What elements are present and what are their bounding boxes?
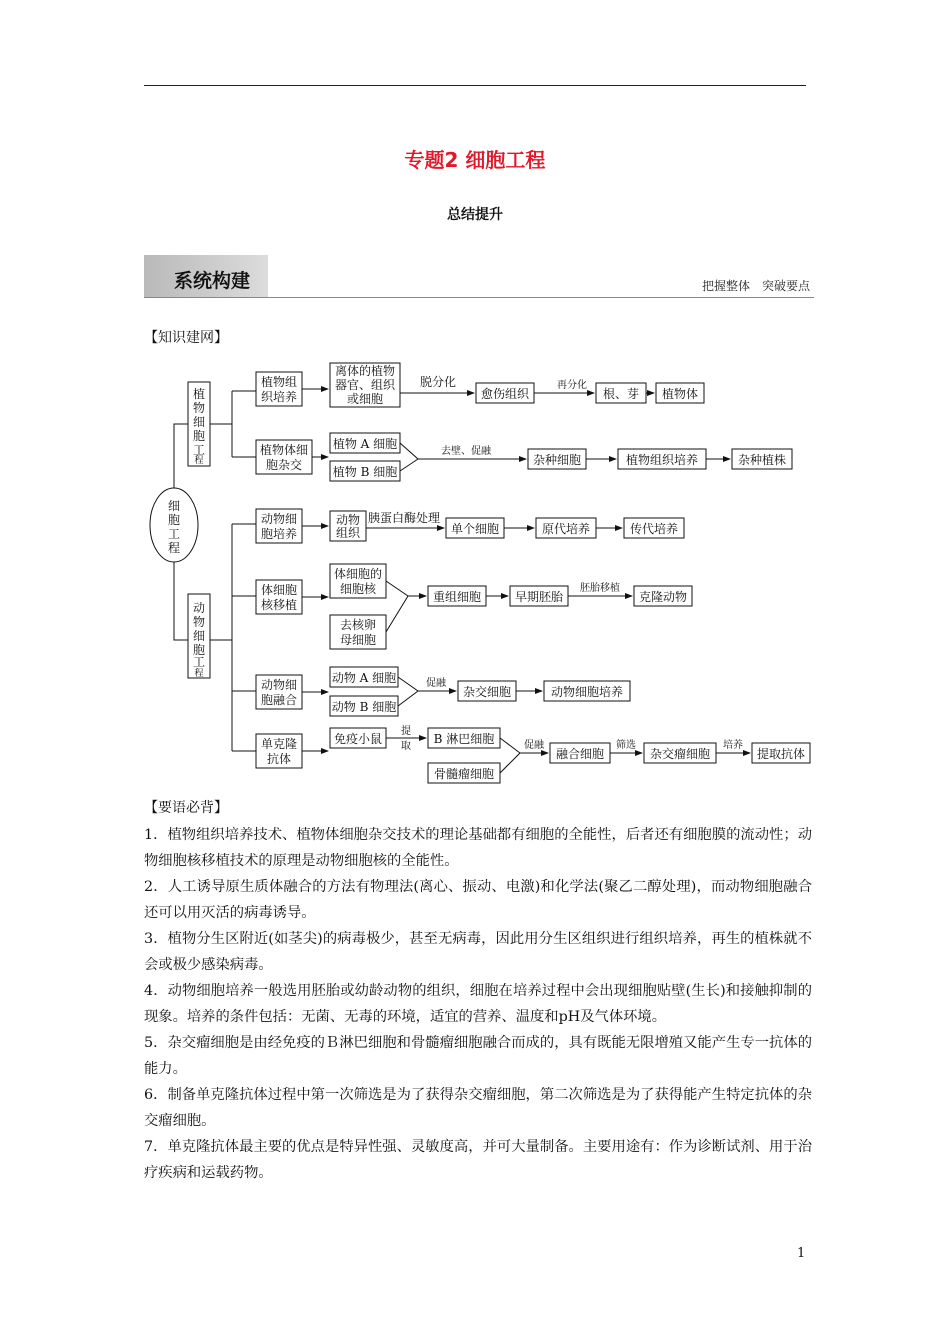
row1-head-b: 织培养 xyxy=(260,390,298,404)
row3-step1: 胰蛋白酶处理 xyxy=(367,511,441,525)
row2-head-b: 胞杂交 xyxy=(265,458,303,472)
row3-node3: 传代培养 xyxy=(629,522,679,536)
key-point-item: 2．人工诱导原生质体融合的方法有物理法(离心、振动、电激)和化学法(聚乙二醇处理)，而动物细胞融合还可以用灭活的病毒诱导。 xyxy=(144,879,812,921)
root-label-1: 细 xyxy=(167,499,181,513)
row5-in1: 动物 A 细胞 xyxy=(331,671,397,685)
row3-start-b: 组织 xyxy=(335,526,361,540)
row2-in1: 植物 A 细胞 xyxy=(332,437,398,451)
row6-in2: 骨髓瘤细胞 xyxy=(433,767,495,781)
row6-step1-b: 取 xyxy=(401,741,411,752)
row4-head-a: 体细胞 xyxy=(260,583,298,597)
row2-head-a: 植物体细 xyxy=(259,443,309,457)
knowledge-network-diagram xyxy=(144,360,816,781)
plant-branch-char: 工 xyxy=(192,443,206,457)
page-subtitle: 总结提升 xyxy=(447,207,503,223)
row1-step2: 再分化 xyxy=(557,380,587,391)
row2-node1: 杂种细胞 xyxy=(532,453,582,467)
key-point-item: 1．植物组织培养技术、植物体细胞杂交技术的理论基础都有细胞的全能性，后者还有细胞膜的流动性；动物细胞核移植技术的原理是动物细胞核的全能性。 xyxy=(144,827,812,869)
row5-head-b: 胞融合 xyxy=(260,693,298,707)
key-point-item: 5．杂交瘤细胞是由经免疫的Ｂ淋巴细胞和骨髓瘤细胞融合而成的，具有既能无限增殖又能产生专一抗体的能力。 xyxy=(144,1035,812,1077)
row6-node3: 杂交瘤细胞 xyxy=(649,747,711,761)
key-points-list xyxy=(144,822,812,1186)
knowledge-network-label: 【知识建网】 xyxy=(144,330,228,346)
row6-step4: 培养 xyxy=(723,740,743,751)
root-label-2: 胞 xyxy=(167,513,181,527)
row4-node2: 早期胚胎 xyxy=(514,590,564,604)
row3-node2: 原代培养 xyxy=(541,522,591,536)
row6-step1-a: 提 xyxy=(401,726,411,737)
connector-root-animal xyxy=(174,562,188,640)
key-point-item: 4．动物细胞培养一般选用胚胎或幼龄动物的组织，细胞在培养过程中会出现细胞贴壁(生长)和接触抑制的现象。培养的条件包括：无菌、无毒的环境，适宜的营养、温度和pH及气体环境。 xyxy=(144,983,812,1025)
key-points-label: 【要语必背】 xyxy=(144,800,228,816)
animal-branch-char: 物 xyxy=(192,615,206,629)
section-header-bar xyxy=(144,255,814,299)
row5-step1: 促融 xyxy=(426,678,446,689)
row2-node3: 杂种植株 xyxy=(737,453,787,467)
section-heading: 系统构建 xyxy=(174,270,251,292)
row6-node2: 融合细胞 xyxy=(555,747,605,761)
key-point-item: 3．植物分生区附近(如茎尖)的病毒极少，甚至无病毒，因此用分生区组织进行组织培养，再生的植株就不会或极少感染病毒。 xyxy=(144,931,812,973)
row6-start: 免疫小鼠 xyxy=(333,732,383,746)
animal-branch-char: 胞 xyxy=(192,643,206,657)
plant-branch-char: 胞 xyxy=(192,429,206,443)
row1-start-c: 或细胞 xyxy=(346,392,384,406)
row4-in2-b: 母细胞 xyxy=(339,633,377,647)
plant-branch-char: 物 xyxy=(192,401,206,415)
row5-node1: 杂交细胞 xyxy=(462,685,512,699)
row1-node3: 植物体 xyxy=(661,387,699,401)
row1-node2: 根、芽 xyxy=(602,387,640,401)
row4-in2-a: 去核卵 xyxy=(339,618,377,632)
animal-branch-char: 工 xyxy=(192,655,206,669)
plant-branch-char: 程 xyxy=(194,456,204,466)
page-title: 专题2 细胞工程 xyxy=(404,148,546,172)
section-divider xyxy=(144,297,814,298)
header-rule xyxy=(144,85,806,86)
animal-branch-char: 动 xyxy=(192,601,206,615)
row3-start-a: 动物 xyxy=(335,513,361,527)
row1-node1: 愈伤组织 xyxy=(480,387,530,401)
row1-head-a: 植物组 xyxy=(260,375,298,389)
animal-branch-char: 程 xyxy=(194,669,204,679)
row1-start-a: 离体的植物 xyxy=(334,364,396,378)
plant-branch-char: 植 xyxy=(192,387,206,401)
key-point-item: 7．单克隆抗体最主要的优点是特异性强、灵敏度高，并可大量制备。主要用途有：作为诊断试剂、用于治疗疾病和运载药物。 xyxy=(144,1139,812,1181)
row3-head-a: 动物细 xyxy=(260,512,298,526)
row6-step2: 促融 xyxy=(524,740,544,751)
root-label-4: 程 xyxy=(167,541,181,555)
row3-node1: 单个细胞 xyxy=(450,522,500,536)
row3-head-b: 胞培养 xyxy=(260,527,298,541)
row4-step1: 胚胎移植 xyxy=(580,583,620,594)
row4-in1-a: 体细胞的 xyxy=(333,567,383,581)
row4-node1: 重组细胞 xyxy=(432,590,482,604)
key-point-item: 6．制备单克隆抗体过程中第一次筛选是为了获得杂交瘤细胞，第二次筛选是为了获得能产生特定抗体的杂交瘤细胞。 xyxy=(144,1087,812,1129)
row2-node2: 植物组织培养 xyxy=(625,453,699,467)
row2-in2: 植物 B 细胞 xyxy=(332,465,398,479)
row6-head-a: 单克隆 xyxy=(260,737,298,751)
section-tagline: 把握整体 突破要点 xyxy=(701,279,810,293)
row5-node2: 动物细胞培养 xyxy=(550,685,624,699)
row6-node4: 提取抗体 xyxy=(756,747,806,761)
row4-head-b: 核移植 xyxy=(260,598,298,612)
root-label-3: 工 xyxy=(167,527,181,541)
row1-step1: 脱分化 xyxy=(419,375,457,389)
row2-step1: 去壁、促融 xyxy=(441,446,491,457)
row1-start-b: 器官、组织 xyxy=(334,378,396,392)
row6-step3: 筛选 xyxy=(616,740,636,751)
row6-node1: B 淋巴细胞 xyxy=(433,732,495,746)
page-number: 1 xyxy=(797,1246,806,1261)
animal-branch-char: 细 xyxy=(192,629,206,643)
row6-head-b: 抗体 xyxy=(266,752,292,766)
plant-branch-char: 细 xyxy=(192,415,206,429)
row5-in2: 动物 B 细胞 xyxy=(331,700,397,714)
row4-in1-b: 细胞核 xyxy=(339,582,377,596)
row4-node3: 克隆动物 xyxy=(638,590,688,604)
connector-root-plant xyxy=(174,424,188,488)
row5-head-a: 动物细 xyxy=(260,678,298,692)
